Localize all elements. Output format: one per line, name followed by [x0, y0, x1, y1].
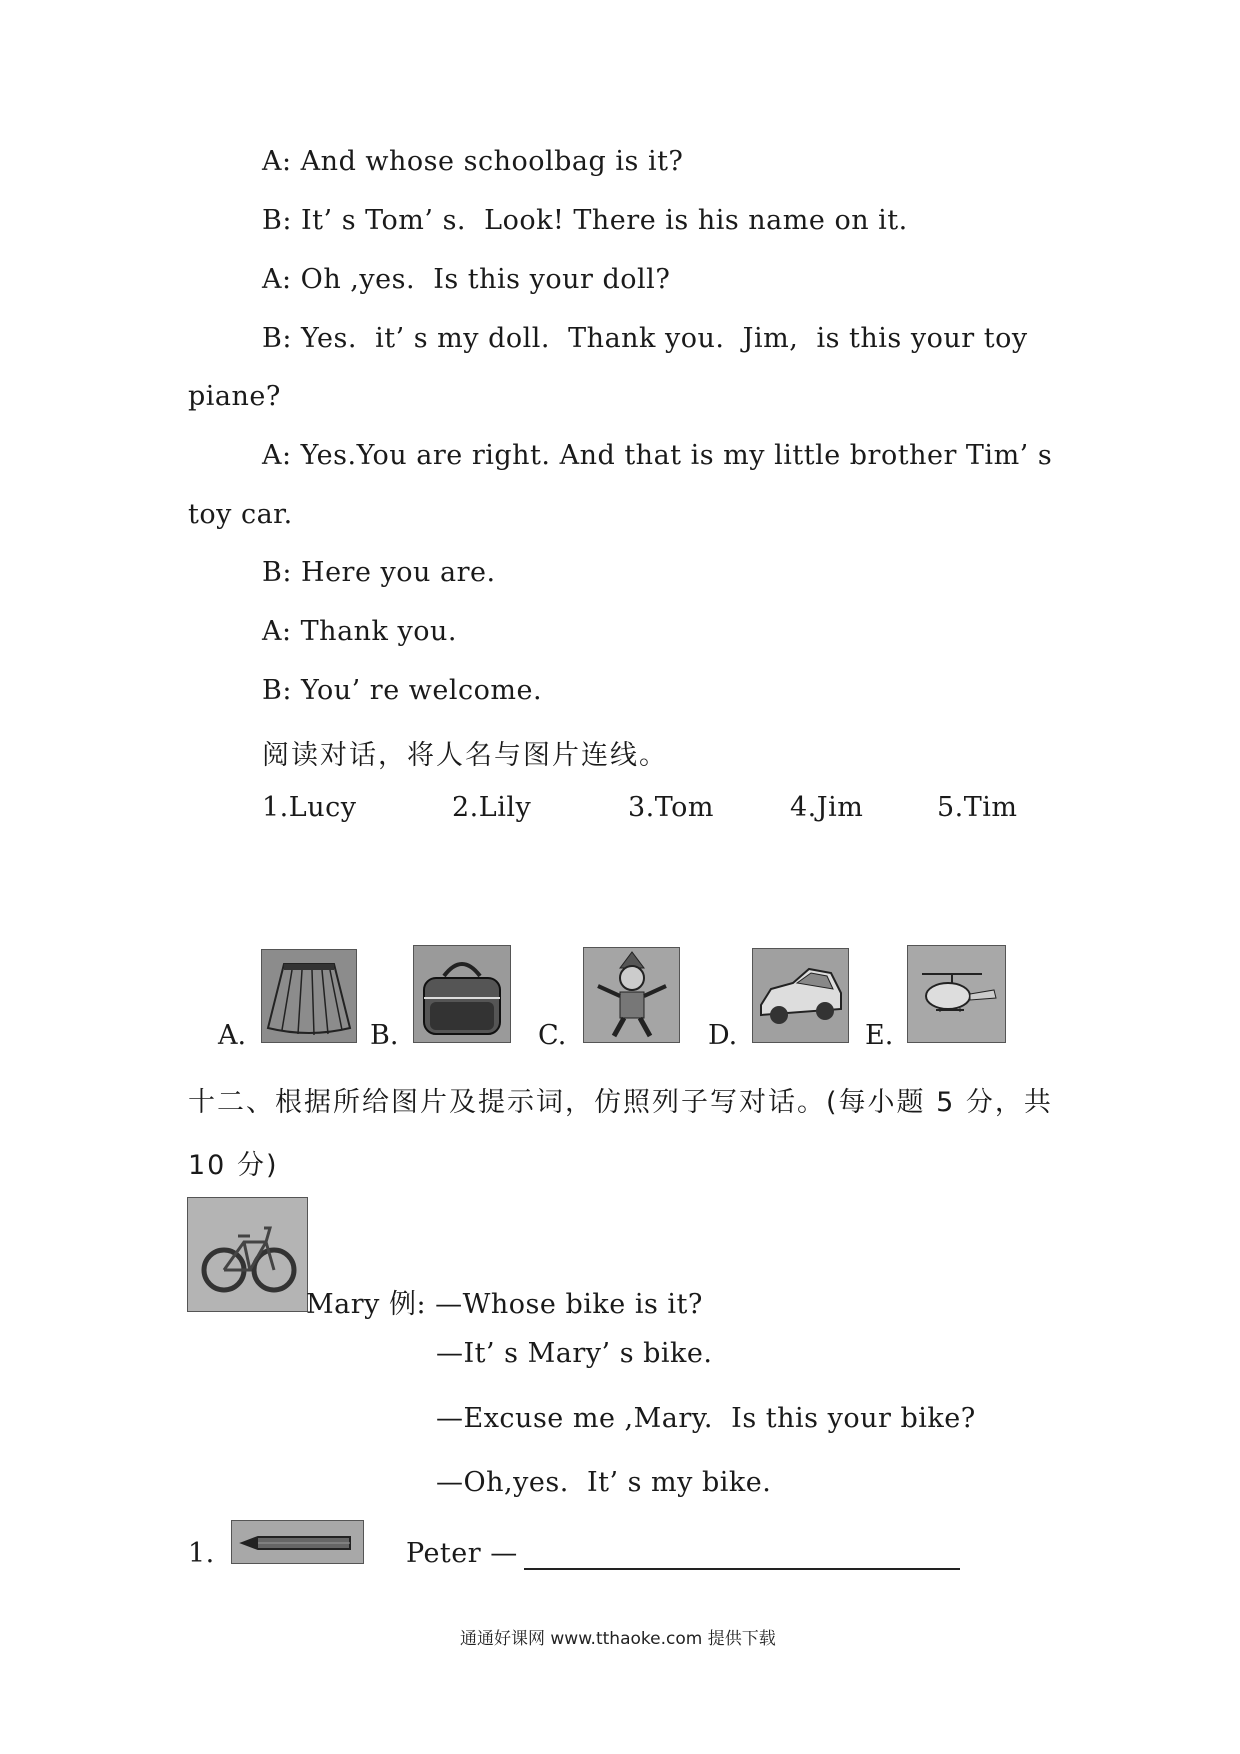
option-b-label: B.: [370, 1020, 399, 1051]
toy-plane-icon: [907, 945, 1006, 1043]
instruction: 阅读对话，将人名与图片连线。: [262, 740, 668, 771]
option-d-label: D.: [708, 1020, 738, 1051]
pencil-icon: [231, 1520, 364, 1564]
name-jim: 4.Jim: [790, 792, 864, 823]
option-c-label: C.: [538, 1020, 567, 1051]
example-line-3: —Excuse me ,Mary. Is this your bike?: [436, 1403, 976, 1434]
doll-icon: [583, 947, 680, 1043]
dialogue-line-3: A: Oh ,yes. Is this your doll?: [262, 264, 671, 295]
dialogue-line-5: piane?: [188, 381, 281, 412]
bike-icon: [187, 1197, 308, 1312]
skirt-icon: [261, 949, 357, 1043]
section-12-title: 十二、根据所给图片及提示词，仿照列子写对话。(每小题 5 分，共: [188, 1087, 1053, 1118]
footer-text: 通通好课网 www.tthaoke.com 提供下载: [460, 1629, 776, 1649]
example-line-4: —Oh,yes. It’ s my bike.: [436, 1467, 772, 1498]
example-line-2: —It’ s Mary’ s bike.: [436, 1338, 713, 1369]
schoolbag-icon: [413, 945, 511, 1043]
dialogue-line-1: A: And whose schoolbag is it?: [262, 146, 684, 177]
question-1-text: Peter —: [406, 1538, 518, 1569]
name-tim: 5.Tim: [937, 792, 1018, 823]
question-1-number: 1.: [188, 1538, 215, 1569]
toy-car-icon: [752, 948, 849, 1043]
name-tom: 3.Tom: [628, 792, 715, 823]
dialogue-line-2: B: It’ s Tom’ s. Look! There is his name on it.: [262, 205, 908, 236]
answer-blank[interactable]: [524, 1568, 960, 1570]
section-12-title-cont: 10 分): [188, 1150, 279, 1181]
dialogue-line-7: toy car.: [188, 499, 293, 530]
dialogue-line-9: A: Thank you.: [262, 616, 457, 647]
option-a-label: A.: [218, 1020, 247, 1051]
dialogue-line-4: B: Yes. it’ s my doll. Thank you. Jim, is this your toy: [262, 323, 1028, 354]
name-lily: 2.Lily: [452, 792, 532, 823]
option-e-label: E.: [865, 1020, 894, 1051]
name-lucy: 1.Lucy: [262, 792, 357, 823]
dialogue-line-8: B: Here you are.: [262, 557, 496, 588]
example-line-1: Mary 例: —Whose bike is it?: [306, 1289, 703, 1320]
dialogue-line-10: B: You’ re welcome.: [262, 675, 543, 706]
dialogue-line-6: A: Yes.You are right. And that is my little brother Tim’ s: [262, 440, 1053, 471]
